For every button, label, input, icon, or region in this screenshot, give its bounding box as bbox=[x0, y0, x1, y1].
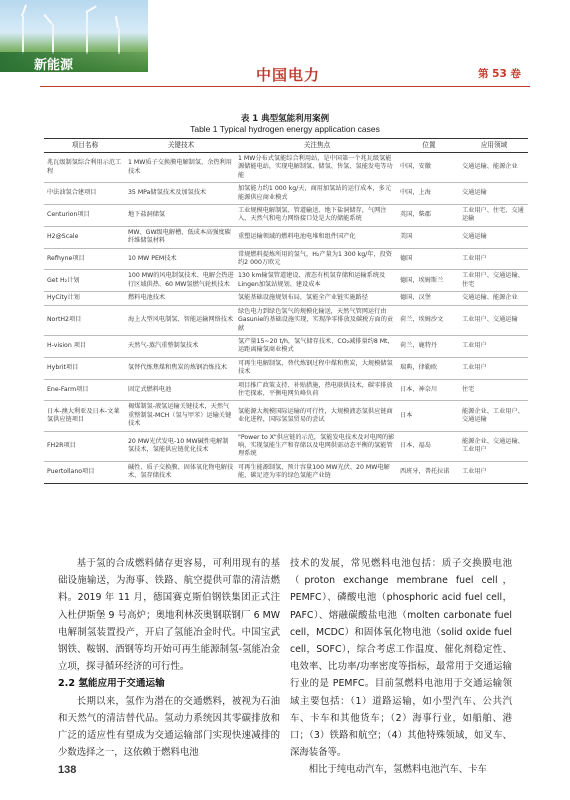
table-cell-tech: 地下盐洞储氢 bbox=[126, 205, 236, 227]
table-cell-name: 中法油氢合建项目 bbox=[44, 183, 126, 205]
table-cell-loc: 英国，柴郡 bbox=[398, 205, 460, 227]
table-cell-tech: 燃料电池技术 bbox=[126, 292, 236, 305]
table-cell-tech: 褐煤制氢-液氢运输关键技术，天然气重整制氢-MCH（氢与甲苯）运输关键技术 bbox=[126, 401, 236, 431]
table-cell-tech: 100 MW的风电制氢技术、电解会热进行区域供热、60 MW氢燃气轮机技术 bbox=[126, 270, 236, 292]
table-cell-loc: 日本 bbox=[398, 401, 460, 431]
volume-label: 第 53 卷 bbox=[478, 68, 521, 80]
table-cell-tech: MW、GW级电解槽，低成本高强度碳纤维储氢材料 bbox=[126, 226, 236, 248]
column-header: 位置 bbox=[398, 139, 460, 153]
table-row bbox=[44, 461, 528, 483]
journal-title: 中国电力 bbox=[256, 66, 321, 84]
table-cell-app: 工业用户、交通运输 bbox=[460, 305, 528, 335]
table-cell-name: H2@Scale bbox=[44, 226, 126, 248]
table-cell-name: Centurion项目 bbox=[44, 205, 126, 227]
table-cell-app: 工业用户、住宅、交通运输 bbox=[460, 205, 528, 227]
table-row bbox=[44, 248, 528, 270]
header-rule bbox=[40, 86, 530, 87]
table-cell-app: 交通运输、能源企业 bbox=[460, 292, 528, 305]
table-row bbox=[44, 292, 528, 305]
table-row bbox=[44, 335, 528, 357]
table-cell-loc: 日本，福岛 bbox=[398, 431, 460, 461]
table-cell-name: HyCity计划 bbox=[44, 292, 126, 305]
table-caption-en: Table 1 Typical hydrogen energy application cases bbox=[190, 124, 380, 134]
table-cell-focus: 常规燃料提炼所用的氢气，H₂产量为1 300 kg/年，投资约2 000万欧元 bbox=[236, 248, 398, 270]
table-row bbox=[44, 305, 528, 335]
table-cell-name: Get H₂计划 bbox=[44, 270, 126, 292]
section-label: 新能源 bbox=[34, 58, 74, 72]
table-cell-focus: 加氢能力约1 000 kg/天，商用加氢站的运行成本，多元能源供应商业模式 bbox=[236, 183, 398, 205]
table-cell-focus: 氢能基础设施规划布局，氢能全产业链实施路径 bbox=[236, 292, 398, 305]
table-cell-app: 交通运输 bbox=[460, 226, 528, 248]
table-cell-focus: 项目推广政策支持、补贴措施，热电联供技术，碳零排放住宅探索，平衡电网负峰负荷 bbox=[236, 379, 398, 401]
table-cell-name: 兆瓦级制氢综合利用示范工程 bbox=[44, 153, 126, 183]
table-row bbox=[44, 226, 528, 248]
case-table bbox=[44, 138, 528, 484]
section-banner bbox=[0, 52, 148, 72]
table-cell-app: 交通运输 bbox=[460, 183, 528, 205]
table-cell-focus: 1 MW分布式氢能综合利用站，是中国第一个兆瓦级氢能源储能电站，实现电解制氢、储氢、售氢、氢能发电等功能 bbox=[236, 153, 398, 183]
table-row bbox=[44, 379, 528, 401]
table-cell-tech: 35 MPa储氢技术及加氢技术 bbox=[126, 183, 236, 205]
column-header: 关键技术 bbox=[126, 139, 236, 153]
header-banner-image bbox=[0, 0, 148, 72]
table-cell-loc: 德国，埃姆斯兰 bbox=[398, 270, 460, 292]
table-cell-tech: 20 MW光伏发电-10 MW碱性电解制氢技术，氢能供应链优化技术 bbox=[126, 431, 236, 461]
table-cell-loc: 德国，汉堡 bbox=[398, 292, 460, 305]
table-cell-app: 能源企业、交通运输、工业用户 bbox=[460, 431, 528, 461]
paragraph: 基于氢的合成燃料储存更容易，可利用现有的基础设施输送，为海事、铁路、航空提供可靠的清洁燃料。2019 年 11 月，德国赛克斯伯钢铁集团正式注入杜伊斯堡 9 号高炉；奥地利林茨奥钢联钢厂 6 MW 电解制氢装置投产，开启了氢能冶金时代。中国宝武钢铁、鞍钢、酒钢等均开始可再生能源制氢-氢能冶金立项，探寻循环经济的可行性。 bbox=[58, 558, 280, 673]
table-cell-focus: 工业规模电解制氢、管道输送、地下盐洞储存，气网注入，天然气和电力网络接口处是大的储能系统 bbox=[236, 205, 398, 227]
table-cell-app: 工业用户 bbox=[460, 335, 528, 357]
table-cell-tech: 天然气-蒸汽重整制氢技术 bbox=[126, 335, 236, 357]
table-cell-tech: 海上大型风电制氢、智能运输网络技术 bbox=[126, 305, 236, 335]
table-cell-focus: 可再生能源制氢，预计容量100 MW光伏、20 MW电解能，碳足迹为零的绿色氢能产业链 bbox=[236, 461, 398, 483]
table-cell-loc: 瑞典，律勒欧 bbox=[398, 357, 460, 379]
table-cell-tech: 碱性、质子交换膜、固体氧化物电解技术、氢存储技术 bbox=[126, 461, 236, 483]
table-cell-focus: "Power to X"供应链的示范，氢能发电技术及对电网的影响，实现氢能生产和存储以及电网供需动态平衡的氢能管理系统 bbox=[236, 431, 398, 461]
table-cell-focus: 130 km输氢管道建设、液态有机氢存储和运输系统及Lingen加氢站规划、建设成本 bbox=[236, 270, 398, 292]
table-cell-focus: 重塑运输领域的燃料电池电堆和组件国产化 bbox=[236, 226, 398, 248]
table-row bbox=[44, 183, 528, 205]
table-cell-loc: 中国，上海 bbox=[398, 183, 460, 205]
paragraph: 相比于纯电动汽车，氢燃料电池汽车、卡车 bbox=[308, 764, 487, 776]
table-cell-app: 工业用户 bbox=[460, 248, 528, 270]
paragraph: 技术的发展，常见燃料电池包括：质子交换膜电池（proton exchange membrane fuel cell，PEMFC）、磷酸电池（phosphoric acid fuel cell，PAFC）、熔融碳酸盐电池（molten carbonate fuel cell，MCDC）和固体氧化物电池（solid oxide fuel cell，SOFC），综合考虑工作温度、催化剂稳定性、电效率、比功率/功率密度等指标，最常用于交通运输行业的是 PEMFC。目前氢燃料电池用于交通运输领域主要包括：（1）道路运输，如小型汽车、公共汽车、卡车和其他货车；（2）海事行业，如船舶、港口；（3）铁路和航空；（4）其他特殊领域，如叉车、深海装备等。 bbox=[290, 558, 512, 759]
table-caption-cn: 表 1 典型氢能利用案例 bbox=[240, 114, 330, 124]
table-cell-name: FH2R项目 bbox=[44, 431, 126, 461]
table-cell-name: H-vision 项目 bbox=[44, 335, 126, 357]
table-cell-focus: 氢能源大规模国际运输的可行性，大规模液态氢供应链商业化进程，国际氢氢贸易的尝试 bbox=[236, 401, 398, 431]
table-row bbox=[44, 401, 528, 431]
table-cell-name: Hybrit项目 bbox=[44, 357, 126, 379]
table-cell-tech: 氢替代炼焦煤和焦炭的炼钢冶炼技术 bbox=[126, 357, 236, 379]
table-cell-loc: 美国 bbox=[398, 226, 460, 248]
table-row bbox=[44, 205, 528, 227]
table-cell-loc: 荷兰，埃姆沙文 bbox=[398, 305, 460, 335]
table-cell-focus: 绿色电力到绿色氢气的规模化输送，天然气管网运行由Gasunie的基础设施实现，实现净零排放及碳税方面的贡献 bbox=[236, 305, 398, 335]
table-cell-app: 工业用户 bbox=[460, 357, 528, 379]
table-cell-focus: 可再生电解制氢，替代炼钢过程中煤和焦炭，大规模储氢技术 bbox=[236, 357, 398, 379]
table-cell-tech: 10 MW PEM技术 bbox=[126, 248, 236, 270]
body-column-right bbox=[290, 555, 512, 779]
column-header: 应用领域 bbox=[460, 139, 528, 153]
table-body bbox=[44, 153, 528, 484]
table-cell-loc: 日本，神奈川 bbox=[398, 379, 460, 401]
column-header: 关注焦点 bbox=[236, 139, 398, 153]
table-row bbox=[44, 270, 528, 292]
table-cell-loc: 荷兰，鹿特丹 bbox=[398, 335, 460, 357]
table-row bbox=[44, 357, 528, 379]
table-cell-tech: 1 MW质子交换膜电解制氢、余热利用技术 bbox=[126, 153, 236, 183]
table-cell-name: Ene-Farm项目 bbox=[44, 379, 126, 401]
table-cell-app: 住宅 bbox=[460, 379, 528, 401]
table-cell-name: Refhyne项目 bbox=[44, 248, 126, 270]
page-number: 138 bbox=[58, 764, 77, 776]
table-cell-name: Puertollano项目 bbox=[44, 461, 126, 483]
table-cell-name: 日本-澳大利亚及日本-文莱氢供应链项目 bbox=[44, 401, 126, 431]
body-column-left bbox=[58, 555, 280, 761]
paragraph: 长期以来，氢作为潜在的交通燃料，被视为石油和天然气的清洁替代品。氢动力系统因其零碳排放和广泛的适应性有望成为交通运输部门实现快速减排的少数选择之一，这依赖于燃料电池 bbox=[58, 695, 280, 759]
table-row bbox=[44, 153, 528, 183]
table-cell-app: 交通运输、能源企业 bbox=[460, 153, 528, 183]
column-header: 项目名称 bbox=[44, 139, 126, 153]
table-cell-app: 工业用户、交通运输、住宅 bbox=[460, 270, 528, 292]
table-cell-app: 能源企业、工业用户、交通运输 bbox=[460, 401, 528, 431]
table-header-row bbox=[44, 139, 528, 153]
table-cell-loc: 中国，安徽 bbox=[398, 153, 460, 183]
table-cell-focus: 氢产量15~20 t/h，氢气储存技术，CO₂减排量约8 Mt，运距离输氢商业模式 bbox=[236, 335, 398, 357]
table-cell-loc: 西班牙，普托拉诺 bbox=[398, 461, 460, 483]
table-row bbox=[44, 431, 528, 461]
section-heading: 2.2 氢能应用于交通运输 bbox=[58, 678, 165, 690]
table-cell-app: 工业用户 bbox=[460, 461, 528, 483]
table-cell-loc: 德国 bbox=[398, 248, 460, 270]
table-cell-name: NortH2项目 bbox=[44, 305, 126, 335]
table-cell-tech: 固定式燃料电池 bbox=[126, 379, 236, 401]
